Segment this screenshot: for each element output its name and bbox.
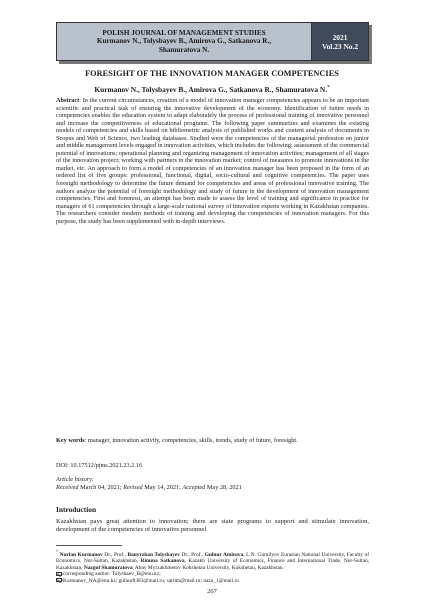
- accepted-date: May 28, 2021: [206, 483, 242, 491]
- footnote-affiliations: * Nurlan Kurmanov Dr., Prof., Bauyrzhan Tolysbayev Dr., Prof., Gulnur Amirova, L.N. Gumilyov Eurasian National University, Faculty of Economics, Nur-Sultan, Kazakhstan, Rimma Satkanova, Kazakh University of Economics, Finance and International Trade, Nur-Sultan, Kazakhstan, Nazgul Shamuratova, Abay Myrzakhmetov Kokshetau University, Kokshetau, Kazakhstan.: [56, 549, 370, 571]
- footnote-divider: [56, 545, 122, 546]
- page-number: 267: [207, 588, 217, 595]
- envelope-icon: [56, 572, 62, 576]
- journal-header-right: [312, 23, 368, 60]
- journal-header-left: [57, 23, 312, 60]
- article-history: [56, 476, 369, 491]
- journal-name: POLISH JOURNAL OF MANAGEMENT STUDIES: [102, 28, 266, 37]
- revised-date: May 14, 2021;: [144, 483, 181, 491]
- keywords-text: : manager, innovation activity, competencies, skills, trends, study of future, foresight.: [84, 437, 298, 444]
- introduction-heading: Introduction: [56, 505, 97, 514]
- author-name-3: Gulnur Amirova: [204, 551, 244, 558]
- journal-volume: Vol.23 No.2: [321, 41, 359, 51]
- journal-year: 2021: [332, 32, 348, 42]
- author-emails: Kurmanov_NA@enu.kz; gulnur8383@mail.ru; satrim@mail.ru; naza_1@mail.ru: [56, 578, 369, 585]
- received-date: March 04, 2021;: [80, 483, 122, 491]
- keywords-label: Key words: [56, 437, 85, 444]
- author-name-5: Nazgul Shamuratova: [83, 564, 133, 571]
- authors-list: Kurmanov N., Tolysbayev B., Amirova G., Satkanova R., Shamuratova N.: [94, 85, 328, 94]
- keywords: [56, 437, 369, 445]
- author-name-1: Nurlan Kurmanov: [59, 551, 103, 558]
- header-authors-line2: Shamuratova N.: [158, 45, 210, 54]
- article-authors: [0, 85, 424, 94]
- received-label: Received: [56, 483, 79, 491]
- author-name-4: Rimma Satkanova: [140, 558, 185, 565]
- abstract-label: Abstract: [56, 97, 80, 104]
- corresponding-mark: *: [327, 85, 330, 91]
- footnote-mark: *: [56, 549, 58, 554]
- article-title: FORESIGHT OF THE INNOVATION MANAGER COMPETENCIES: [85, 69, 339, 78]
- envelope-icon: [56, 578, 62, 582]
- doi: DOI: 10.17512/pjms.2021.23.2.16: [56, 462, 143, 469]
- abstract-text: : In the current circumstances, creation of a model of innovation manager competencies appears to be an important scientific and practical task of ensuring the innovative development of the economy. Identification of future needs in competencies enables the education system to adapt elaborately the process of professional training of innovative personnel and increase the competitiveness of educational programs. The following paper summarizes and examines the existing models of competencies and skills based on bibliometric analysis of published works and content analysis of documents in Scopus and Web of Science, two leading databases. Studied were the competencies of the managerial profession on junior and middle management levels engaged in innovation activities, which includes the following: assessment of the commercial potential of innovations; operational planning and organizing management of innovation activities; management of all stages of the innovation project; working with partners in the innovation market; control of measures to promote innovations in the market, etc. An approach to form a model of competencies of an innovation manager has been proposed in the form of an ordered list of five groups: professional, functional, digital, socio-cultural and cognitive competencies. The paper uses foresight methodology to determine the future demand for competencies and areas of professional innovative training. The authors analyze the potential of foresight methodology and study of future in the development of innovation management competencies. First and foremost, an attempt has been made to assess the level of training and significance in practice for managers of 61 competencies through a large-scale national survey of innovation experts working in Kazakhstan companies. The researchers consider modern methods of training and developing the competencies of innovation managers. For this purpose, the study has been supplemented with in-depth interviews.: [56, 97, 369, 225]
- history-label: Article history:: [56, 476, 95, 483]
- corresponding-email: corresponding author: Tolysbaev_B@enu.kz;: [56, 571, 369, 578]
- introduction-text: Kazakhstan pays great attention to innovation; there are state programs to support and stimulate innovation, development of the competencies of innovative personnel: [56, 518, 369, 533]
- author-name-2: Bauyrzhan Tolysbayev: [127, 551, 180, 558]
- header-authors-line1: Kurmanov N., Tolysbayev B., Amirova G., Satkanova R.,: [96, 37, 272, 46]
- footnote: [56, 549, 369, 584]
- revised-label: Revised: [123, 483, 143, 491]
- abstract: [56, 97, 369, 225]
- journal-header: [56, 22, 369, 61]
- accepted-label: Accepted: [182, 483, 206, 491]
